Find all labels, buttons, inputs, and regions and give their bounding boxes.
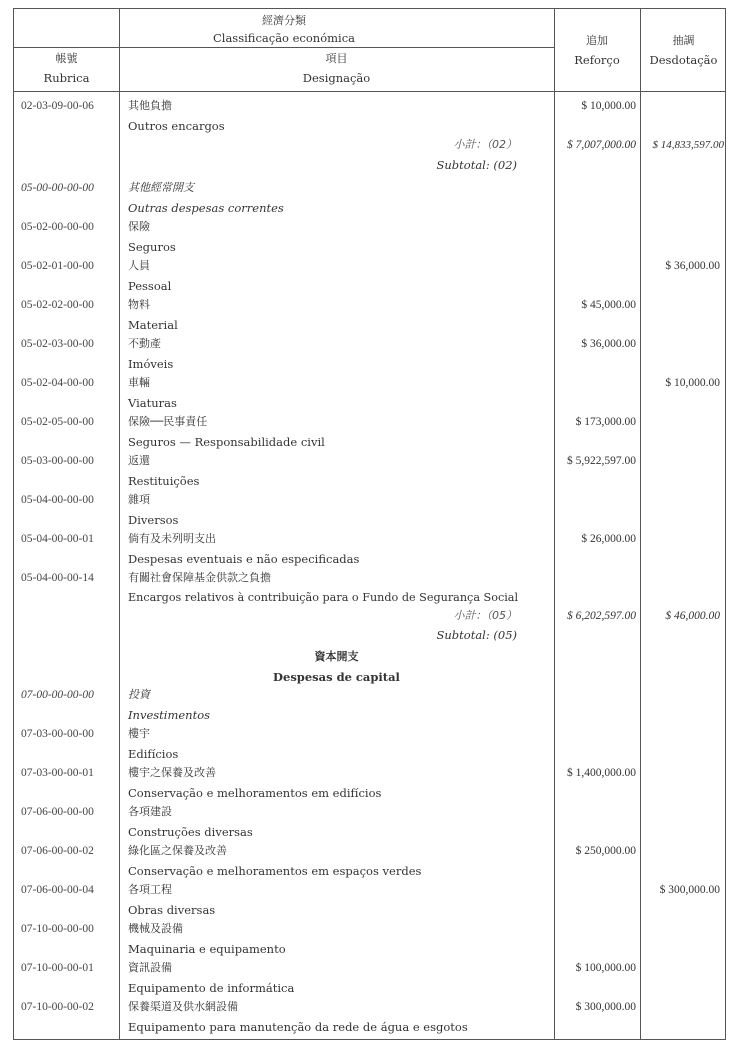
row-code: 05-04-00-00-00 (21, 494, 94, 506)
header-rubrica-pt: Rubrica (43, 71, 90, 85)
row-label-zh: 投資 (128, 688, 150, 701)
row-label-zh: 其他經常開支 (128, 181, 194, 194)
row-code: 07-06-00-00-00 (21, 806, 94, 818)
row-label-pt: Maquinaria e equipamento (128, 942, 286, 956)
header-desdotacao-zh: 抽調 (672, 34, 695, 47)
row-label-zh: 各項工程 (128, 883, 172, 896)
row-reforco: $ 1,400,000.00 (567, 767, 636, 779)
row-reforco: $ 5,922,597.00 (567, 455, 636, 467)
row-label-pt: Outras despesas correntes (128, 201, 284, 215)
row-label-zh: 保險──民事責任 (128, 415, 208, 428)
row-code: 05-02-02-00-00 (21, 299, 94, 311)
row-code: 05-04-00-00-01 (21, 533, 94, 545)
row-code: 07-06-00-00-04 (21, 884, 94, 896)
row-label-zh: 綠化區之保養及改善 (128, 844, 227, 857)
row-label-pt: Seguros (128, 240, 176, 254)
row-label-pt: Seguros — Responsabilidade civil (128, 435, 325, 449)
row-reforco: $ 45,000.00 (581, 299, 636, 311)
row-reforco: $ 100,000.00 (575, 962, 636, 974)
col-rule-designacao (554, 9, 555, 1039)
row-code: 05-04-00-00-14 (21, 572, 94, 584)
subtotal-desdotacao: $ 46,000.00 (665, 610, 720, 622)
subtotal-label-pt: Subtotal: (02) (436, 158, 517, 172)
header-designacao-zh: 項目 (325, 52, 348, 65)
subtotal-reforco: $ 7,007,000.00 (567, 139, 636, 151)
row-label-zh: 資訊設備 (128, 961, 172, 974)
budget-table (13, 8, 726, 1040)
row-code: 05-02-00-00-00 (21, 221, 94, 233)
section-heading-zh: 資本開支 (314, 650, 359, 663)
header-desdotacao-pt: Desdotação (649, 53, 718, 67)
row-label-pt: Equipamento para manutenção da rede de água e esgotos (128, 1020, 468, 1034)
row-label-zh: 人員 (128, 259, 150, 272)
header-designacao-pt: Designação (302, 71, 371, 85)
row-code: 05-03-00-00-00 (21, 455, 94, 467)
subtotal-desdotacao: $ 14,833,597.00 (652, 139, 724, 151)
row-label-zh: 有關社會保障基金供款之負擔 (128, 571, 271, 584)
header-rubrica-zh: 帳號 (55, 52, 78, 65)
row-desdotacao: $ 10,000.00 (665, 377, 720, 389)
row-code: 02-03-09-00-06 (21, 100, 94, 112)
row-code: 07-10-00-00-01 (21, 962, 94, 974)
row-label-pt: Conservação e melhoramentos em edifícios (128, 786, 382, 800)
row-label-pt: Encargos relativos à contribuição para o Fundo de Segurança Social (128, 591, 519, 604)
header-split-rule (14, 47, 554, 48)
row-code: 05-02-03-00-00 (21, 338, 94, 350)
subtotal-reforco: $ 6,202,597.00 (567, 610, 636, 622)
row-label-zh: 倘有及未列明支出 (128, 532, 216, 545)
header-econ-zh: 經濟分類 (262, 14, 306, 27)
row-code: 05-02-01-00-00 (21, 260, 94, 272)
row-code: 05-02-04-00-00 (21, 377, 94, 389)
row-label-pt: Despesas eventuais e não especificadas (128, 552, 360, 566)
row-label-pt: Imóveis (128, 357, 174, 371)
row-label-pt: Restituições (128, 474, 200, 488)
subtotal-label-zh: 小計：（05） (453, 609, 517, 622)
row-label-pt: Investimentos (128, 708, 211, 722)
header-bottom-rule (14, 91, 725, 92)
row-code: 05-00-00-00-00 (21, 182, 94, 194)
header-reforco-zh: 追加 (586, 34, 608, 47)
row-code: 07-06-00-00-02 (21, 845, 94, 857)
row-reforco: $ 173,000.00 (575, 416, 636, 428)
row-reforco: $ 10,000.00 (581, 100, 636, 112)
header-econ-pt: Classificação económica (212, 31, 356, 45)
row-code: 07-03-00-00-00 (21, 728, 94, 740)
row-code: 07-00-00-00-00 (21, 689, 94, 701)
row-label-zh: 樓宇 (128, 727, 150, 740)
row-label-pt: Construções diversas (128, 825, 253, 839)
row-label-pt: Material (128, 318, 178, 332)
subtotal-label-pt: Subtotal: (05) (436, 628, 517, 642)
row-desdotacao: $ 300,000.00 (659, 884, 720, 896)
row-reforco: $ 300,000.00 (575, 1001, 636, 1013)
row-label-zh: 物料 (128, 298, 150, 311)
row-label-pt: Pessoal (128, 279, 172, 293)
section-heading-pt: Despesas de capital (273, 670, 400, 684)
row-label-zh: 樓宇之保養及改善 (128, 766, 216, 779)
row-code: 05-02-05-00-00 (21, 416, 94, 428)
row-label-zh: 保險 (128, 220, 150, 233)
row-reforco: $ 36,000.00 (581, 338, 636, 350)
row-desdotacao: $ 36,000.00 (665, 260, 720, 272)
row-label-pt: Edifícios (128, 747, 179, 761)
row-label-zh: 保養渠道及供水網設備 (128, 1000, 238, 1013)
row-label-zh: 其他負擔 (128, 99, 172, 112)
row-label-zh: 返還 (128, 454, 150, 467)
row-label-pt: Viaturas (128, 396, 177, 410)
row-label-pt: Obras diversas (128, 903, 216, 917)
row-label-zh: 雜項 (128, 493, 150, 506)
row-label-pt: Outros encargos (128, 119, 225, 133)
row-reforco: $ 250,000.00 (575, 845, 636, 857)
row-reforco: $ 26,000.00 (581, 533, 636, 545)
row-label-zh: 車輛 (128, 376, 150, 389)
row-label-zh: 機械及設備 (128, 922, 183, 935)
row-label-pt: Equipamento de informática (128, 981, 295, 995)
row-code: 07-10-00-00-00 (21, 923, 94, 935)
row-label-zh: 不動產 (128, 337, 161, 350)
row-code: 07-10-00-00-02 (21, 1001, 94, 1013)
row-label-zh: 各項建設 (128, 805, 172, 818)
row-label-pt: Diversos (128, 513, 179, 527)
subtotal-label-zh: 小計：（02） (453, 138, 517, 151)
header-reforco-pt: Reforço (574, 53, 620, 67)
row-code: 07-03-00-00-01 (21, 767, 94, 779)
row-label-pt: Conservação e melhoramentos em espaços verdes (128, 864, 422, 878)
